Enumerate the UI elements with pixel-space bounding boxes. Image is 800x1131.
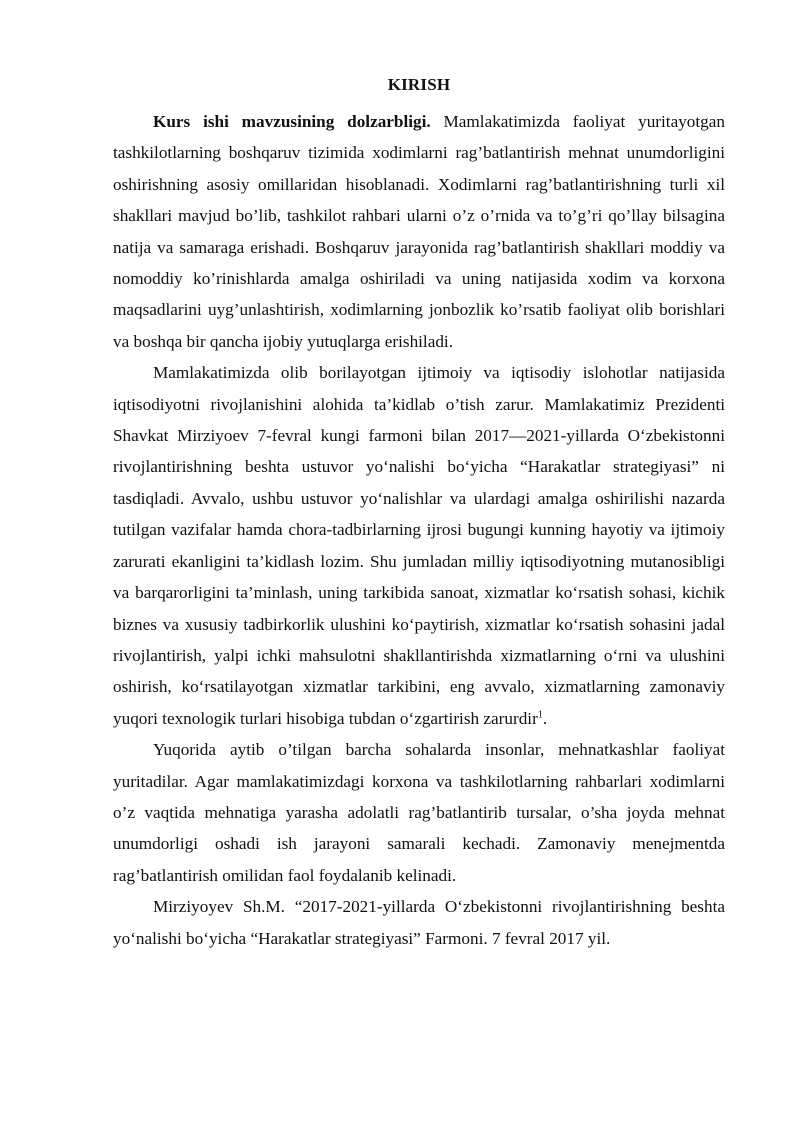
- paragraph-lead-heading: Kurs ishi mavzusining dolzarbligi.: [153, 112, 431, 131]
- paragraph-tail: .: [542, 708, 548, 728]
- document-page: [113, 74, 725, 954]
- paragraph-text: Yuqorida aytib o’tilgan barcha sohalarda insonlar, mehnatkashlar faoliyat yuritadilar. Agar mamlakatimizdagi korxona va tashkilotlarning rahbarlari xodimlarni o’z vaqtida mehnatiga yarasha adolatli rag’batlantirib tursalar, o’sha joyda mehnat unumdorligi oshadi ish jarayoni samarali kechadi. Zamonaviy menejmentda rag’batlantirish omilidan faol foydalanib kelinadi.: [113, 740, 725, 885]
- paragraph-reforms: [113, 357, 725, 734]
- paragraph-text: Mamlakatimizda faoliyat yuritayotgan tashkilotlarning boshqaruv tizimida xodimlarni rag’batlantirish mehnat unumdorligini oshirishning asosiy omillaridan hisoblanadi. Xodimlarni rag’batlantirishning turli xil shakllari mavjud bo’lib, tashkilot rahbari ularni o’z o’rnida va to’g’ri qo’llay bilsagina natija va samaraga erishadi. Boshqaruv jarayonida rag’batlantirish shakllari moddiy va nomoddiy ko’rinishlarda amalga oshiriladi va uning natijasida xodim va korxona maqsadlarini uyg’unlashtirish, xodimlarning jonbozlik ko’rsatib faoliyat olib borishlari va boshqa bir qancha ijobiy yutuqlarga erishiladi.: [113, 112, 725, 351]
- document-title: KIRISH: [387, 75, 451, 94]
- paragraph-relevance: [113, 106, 725, 357]
- paragraph-reference: [113, 891, 725, 954]
- paragraph-workers: [113, 734, 725, 891]
- paragraph-text: Mamlakatimizda olib borilayotgan ijtimoiy va iqtisodiy islohotlar natijasida iqtisodiyotni rivojlanishini alohida ta’kidlab o’tish zarur. Mamlakatimiz Prezidenti Shavkat Mirziyoev 7-fevral kungi farmoni bilan 2017—2021-yillarda O‘zbekistonni rivojlantirishning beshta ustuvor yo‘nalishi bo‘yicha “Harakatlar strategiyasi” ni tasdiqladi. Avvalo, ushbu ustuvor yo‘nalishlar va ulardagi amalga oshirilishi nazarda tutilgan vazifalar hamda chora-tadbirlarning ijrosi bugungi kunning hayotiy va ijtimoiy zarurati ekanligini ta’kidlash lozim. Shu jumladan milliy iqtisodiyotning mutanosibligi va barqarorligini ta’minlash, uning tarkibida sanoat, xizmatlar ko‘rsatish sohasi, kichik biznes va xususiy tadbirkorlik ulushini ko‘paytirish, xizmatlar ko‘rsatish sohasini jadal rivojlantirish, yalpi ichki mahsulotni shakllantirishda xizmatlarning o‘rni va ulushini oshirish, ko‘rsatilayotgan xizmatlar tarkibini, eng avvalo, xizmatlarning zamonaviy yuqori texnologik turlari hisobiga tubdan o‘zgartirish zarurdir: [113, 363, 725, 728]
- footnote-reference: 1: [537, 708, 543, 720]
- paragraph-text: Mirziyoyev Sh.M. “2017-2021-yillarda O‘zbekistonni rivojlantirishning beshta yo‘nalishi bo‘yicha “Harakatlar strategiyasi” Farmoni. 7 fevral 2017 yil.: [113, 897, 725, 948]
